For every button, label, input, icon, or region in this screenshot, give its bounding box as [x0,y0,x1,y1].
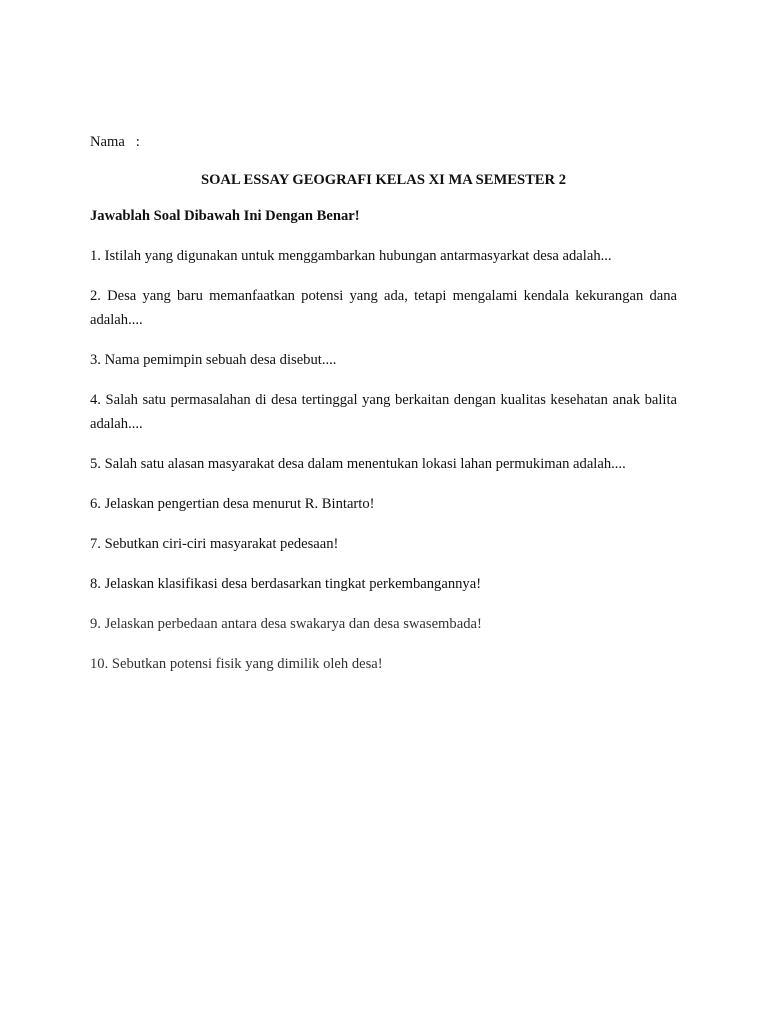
document-title: SOAL ESSAY GEOGRAFI KELAS XI MA SEMESTER 2 [200,172,567,188]
question-list [90,244,677,676]
document-body [90,130,677,676]
instruction-text: Jawablah Soal Dibawah Ini Dengan Benar! [90,208,360,224]
question-item: 10. Sebutkan potensi fisik yang dimilik oleh desa! [90,656,383,672]
question-item: 6. Jelaskan pengertian desa menurut R. Bintarto! [90,496,375,512]
question-item: 5. Salah satu alasan masyarakat desa dalam menentukan lokasi lahan permukiman adalah.... [90,456,626,472]
question-item: 8. Jelaskan klasifikasi desa berdasarkan tingkat perkembangannya! [90,576,482,592]
question-item: 9. Jelaskan perbedaan antara desa swakarya dan desa swasembada! [90,616,482,632]
question-item: 7. Sebutkan ciri-ciri masyarakat pedesaan! [90,536,339,552]
question-item: 3. Nama pemimpin sebuah desa disebut.... [90,352,337,368]
question-item: 1. Istilah yang digunakan untuk menggambarkan hubungan antarmasyarkat desa adalah... [90,248,612,264]
question-item: 2. Desa yang baru memanfaatkan potensi yang ada, tetapi mengalami kendala kekurangan dana adalah.... [90,288,677,328]
question-item: 4. Salah satu permasalahan di desa tertinggal yang berkaitan dengan kualitas kesehatan anak balita adalah.... [90,392,677,432]
name-field-label: Nama : [90,134,140,150]
